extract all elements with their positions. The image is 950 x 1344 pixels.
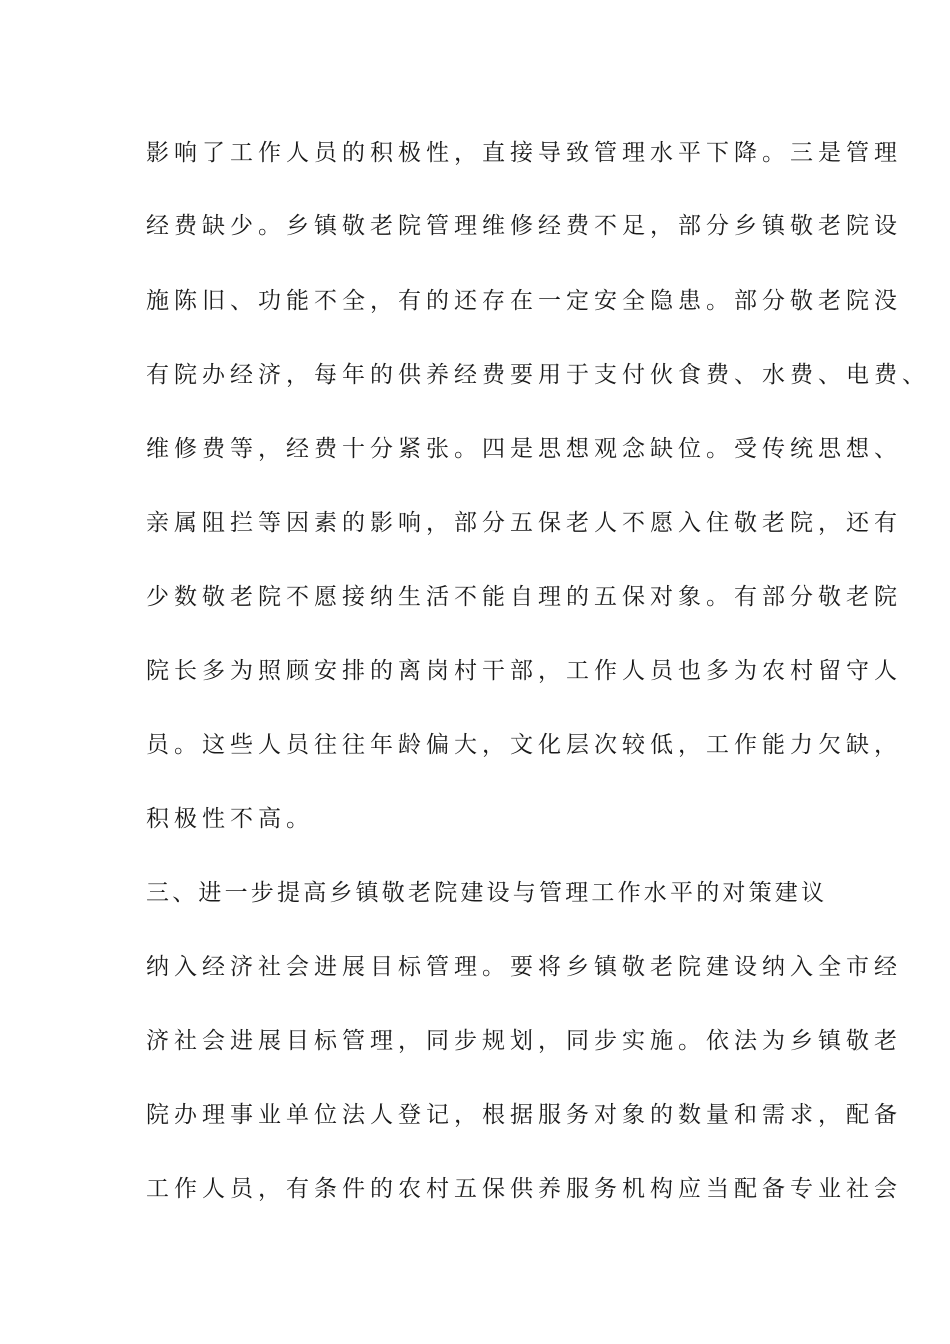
text-line: 亲属阻拦等因素的影响，部分五保老人不愿入住敬老院，还有 xyxy=(146,510,902,536)
text-line: 工作人员，有条件的农村五保供养服务机构应当配备专业社会 xyxy=(146,1176,902,1202)
text-line: 员。这些人员往往年龄偏大，文化层次较低，工作能力欠缺， xyxy=(146,732,902,758)
text-line: 少数敬老院不愿接纳生活不能自理的五保对象。有部分敬老院 xyxy=(146,584,902,610)
section-heading: 三、进一步提高乡镇敬老院建设与管理工作水平的对策建议 xyxy=(146,880,828,906)
text-line: 院长多为照顾安排的离岗村干部，工作人员也多为农村留守人 xyxy=(146,658,902,684)
text-line: 纳入经济社会进展目标管理。要将乡镇敬老院建设纳入全市经 xyxy=(146,954,902,980)
text-line: 有院办经济，每年的供养经费要用于支付伙食费、水费、电费、 xyxy=(146,362,930,388)
text-line: 维修费等，经费十分紧张。四是思想观念缺位。受传统思想、 xyxy=(146,436,902,462)
text-line: 院办理事业单位法人登记，根据服务对象的数量和需求，配备 xyxy=(146,1102,902,1128)
text-line: 经费缺少。乡镇敬老院管理维修经费不足，部分乡镇敬老院设 xyxy=(146,213,902,239)
text-line: 济社会进展目标管理，同步规划，同步实施。依法为乡镇敬老 xyxy=(146,1028,902,1054)
text-line: 影响了工作人员的积极性，直接导致管理水平下降。三是管理 xyxy=(146,140,902,166)
text-line: 积极性不高。 xyxy=(146,806,314,832)
text-line: 施陈旧、功能不全，有的还存在一定安全隐患。部分敬老院没 xyxy=(146,288,902,314)
